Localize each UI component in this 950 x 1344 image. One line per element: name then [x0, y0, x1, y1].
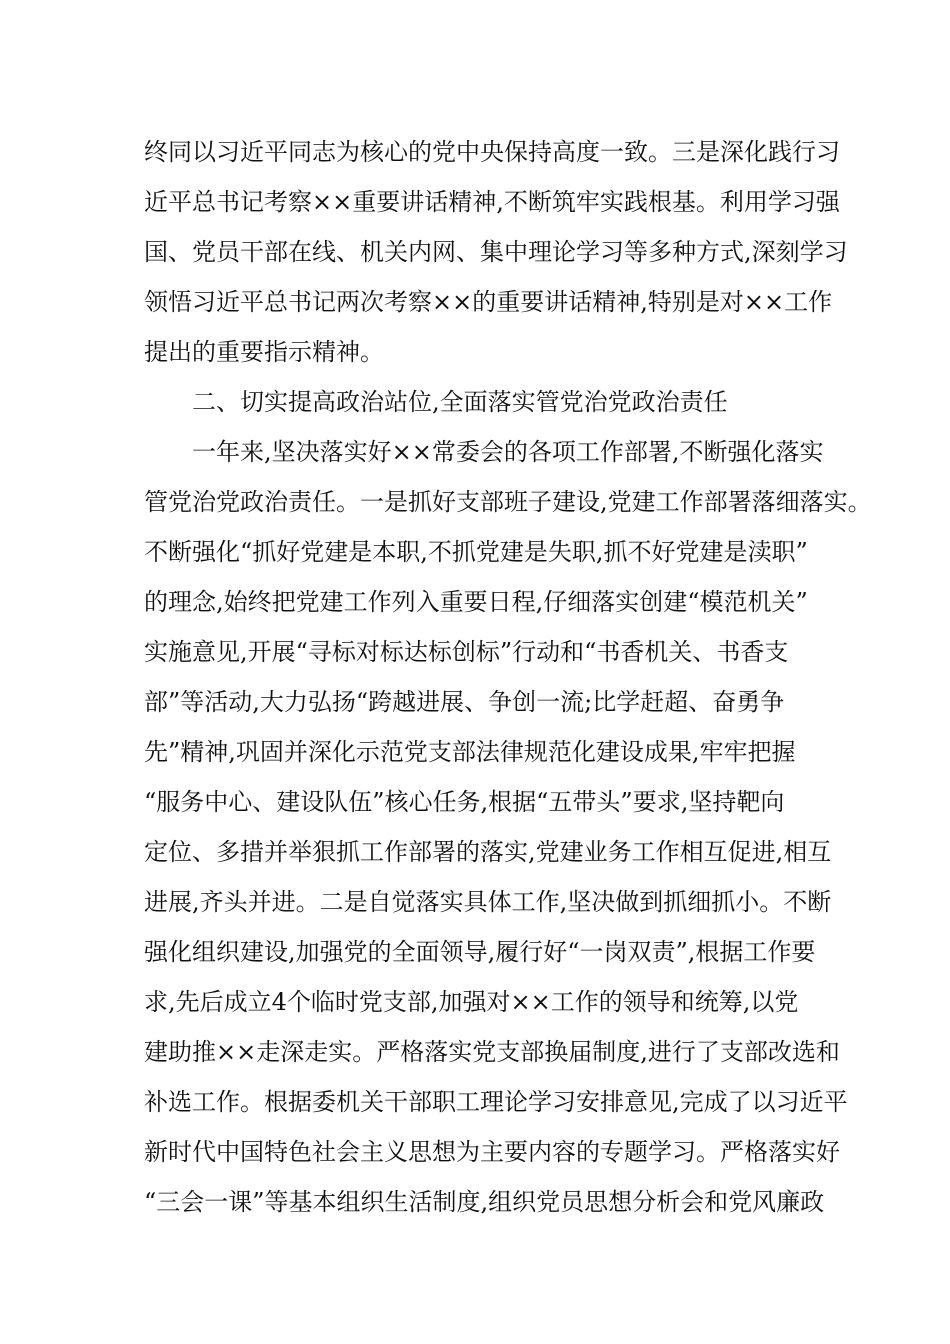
text-line: 不断强化“抓好党建是本职,不抓党建是失职,抓不好党建是渎职” — [144, 538, 808, 566]
text-line: 新时代中国特色社会主义思想为主要内容的专题学习。严格落实好 — [144, 1138, 840, 1166]
text-line: 实施意见,开展“寻标对标达标创标”行动和“书香机关、书香支 — [144, 638, 789, 666]
text-line: 补选工作。根据委机关干部职工理论学习安排意见,完成了以习近平 — [144, 1088, 848, 1116]
text-line: 的理念,始终把党建工作列入重要日程,仔细落实创建“模范机关” — [144, 588, 808, 616]
text-line: “服务中心、建设队伍”核心任务,根据“五带头”要求,坚持靶向 — [144, 788, 785, 816]
text-line: 提出的重要指示精神。 — [144, 338, 384, 366]
text-line: 部”等活动,大力弘扬“跨越进展、争创一流;比学赶超、奋勇争 — [144, 688, 785, 716]
paragraph-first-line: 一年来,坚决落实好××常委会的各项工作部署,不断强化落实 — [192, 438, 824, 466]
text-line: “三会一课”等基本组织生活制度,组织党员思想分析会和党风廉政 — [144, 1188, 825, 1216]
text-line: 求,先后成立4个临时党支部,加强对××工作的领导和统筹,以党 — [144, 988, 799, 1016]
text-line: 近平总书记考察××重要讲话精神,不断筑牢实践根基。利用学习强 — [144, 188, 840, 216]
text-line: 终同以习近平同志为核心的党中央保持高度一致。三是深化践行习 — [144, 138, 840, 166]
text-line: 先”精神,巩固并深化示范党支部法律规范化建设成果,牢牢把握 — [144, 738, 796, 766]
text-line: 领悟习近平总书记两次考察××的重要讲话精神,特别是对××工作 — [144, 288, 833, 316]
section-heading: 二、切实提高政治站位,全面落实管党治党政治责任 — [192, 388, 728, 416]
text-line: 建助推××走深走实。严格落实党支部换届制度,进行了支部改选和 — [144, 1038, 840, 1066]
text-line: 进展,齐头并进。二是自觉落实具体工作,坚决做到抓细抓小。不断 — [144, 888, 832, 916]
text-line: 强化组织建设,加强党的全面领导,履行好“一岗双责”,根据工作要 — [144, 938, 816, 966]
text-line: 国、党员干部在线、机关内网、集中理论学习等多种方式,深刻学习 — [144, 238, 848, 266]
text-line: 定位、多措并举狠抓工作部署的落实,党建业务工作相互促进,相互 — [144, 838, 832, 866]
text-line: 管党治党政治责任。一是抓好支部班子建设,党建工作部署落细落实。 — [144, 488, 872, 516]
